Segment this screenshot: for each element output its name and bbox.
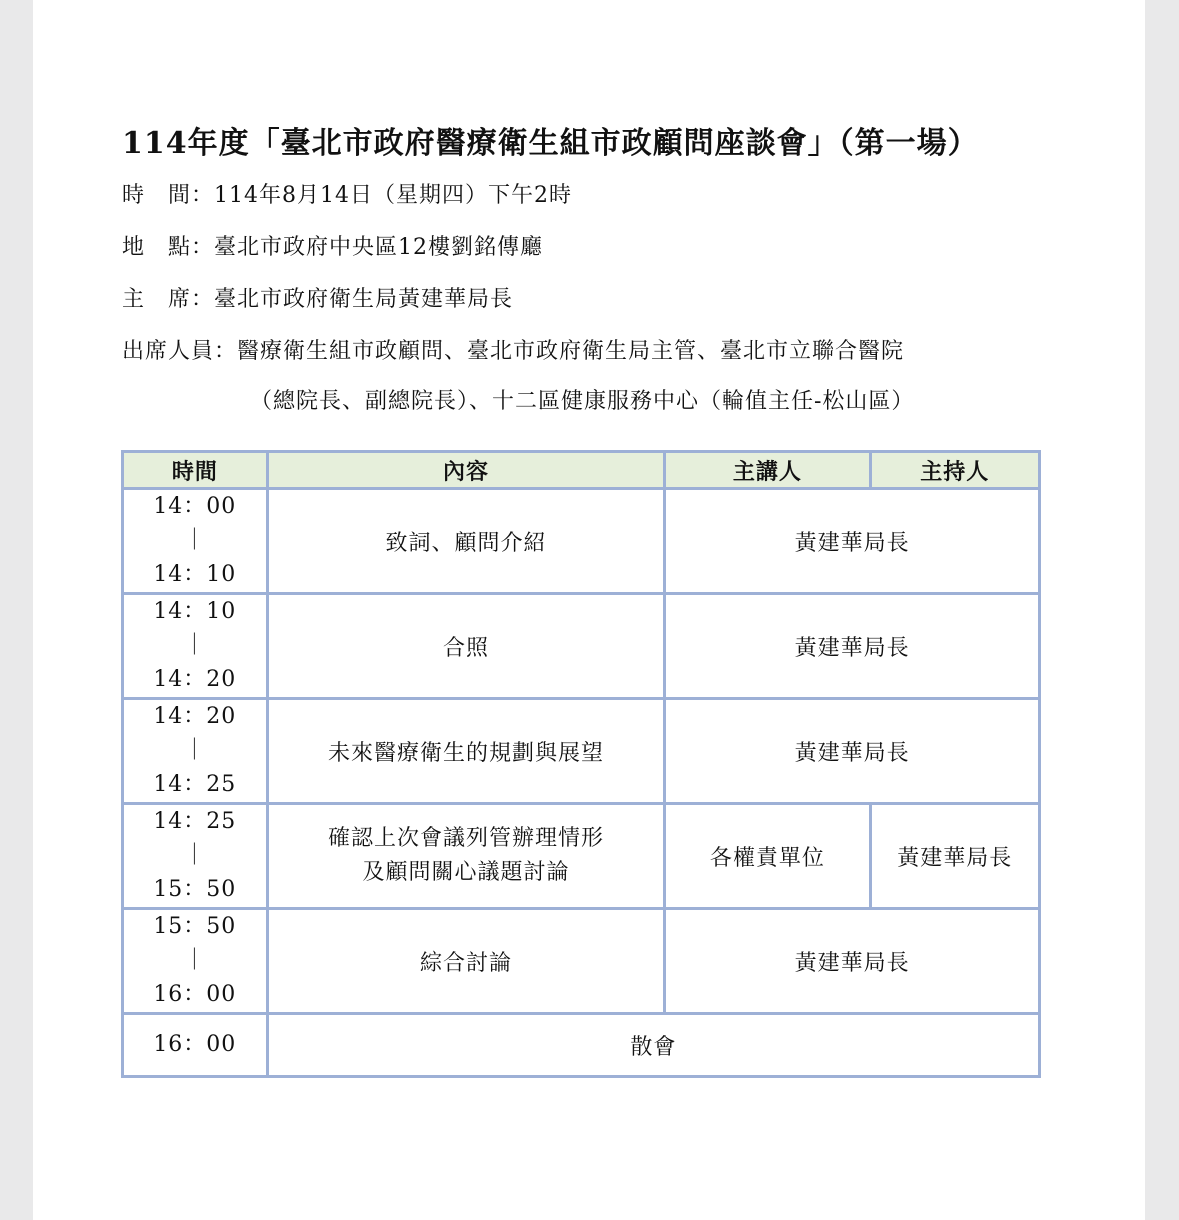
speaker-host-cell: 黃建華局長 xyxy=(665,489,1040,594)
start-time: 14：10 xyxy=(153,599,237,624)
time-cell: 16：00 xyxy=(123,1014,268,1077)
content-cell: 未來醫療衛生的規劃與展望 xyxy=(267,699,665,804)
start-time: 15：50 xyxy=(153,914,237,939)
table-row xyxy=(123,594,1040,699)
content-line-1: 確認上次會議列管辦理情形 xyxy=(327,826,604,851)
start-time: 14：00 xyxy=(153,494,237,519)
time-cell xyxy=(123,594,268,699)
table-row xyxy=(123,804,1040,909)
content-cell: 綜合討論 xyxy=(267,909,665,1014)
host-cell: 黃建華局長 xyxy=(870,804,1039,909)
content-cell xyxy=(267,804,665,909)
time-separator: ｜ xyxy=(183,633,207,658)
table-row xyxy=(123,489,1040,594)
time-separator: ｜ xyxy=(183,948,207,973)
end-time: 14：25 xyxy=(153,772,237,797)
table-row xyxy=(123,909,1040,1014)
place-label: 地 點： xyxy=(122,235,215,260)
schedule-table xyxy=(121,450,1041,1078)
attendees-label: 出席人員： xyxy=(122,339,238,364)
table-header-row xyxy=(123,452,1040,489)
table-row-adjourn xyxy=(123,1014,1040,1077)
chair-label: 主 席： xyxy=(122,287,215,312)
header-host: 主持人 xyxy=(870,452,1039,489)
time-label: 時 間： xyxy=(122,183,215,208)
end-time: 15：50 xyxy=(153,877,237,902)
time-separator: ｜ xyxy=(183,528,207,553)
content-line-2: 及顧問關心議題討論 xyxy=(362,860,570,885)
start-time: 14：25 xyxy=(153,809,237,834)
end-time: 16：00 xyxy=(153,982,237,1007)
place-value: 臺北市政府中央區12樓劉銘傳廳 xyxy=(214,235,544,260)
end-time: 14：10 xyxy=(153,562,237,587)
content-cell: 合照 xyxy=(267,594,665,699)
speaker-host-cell: 黃建華局長 xyxy=(665,594,1040,699)
attendees-line-2: （總院長、副總院長）、十二區健康服務中心（輪值主任-松山區） xyxy=(250,389,915,414)
speaker-host-cell: 黃建華局長 xyxy=(665,699,1040,804)
time-cell xyxy=(123,699,268,804)
time-separator: ｜ xyxy=(183,738,207,763)
header-speaker: 主講人 xyxy=(665,452,870,489)
time-cell xyxy=(123,804,268,909)
speaker-cell: 各權責單位 xyxy=(665,804,870,909)
chair-value: 臺北市政府衛生局黃建華局長 xyxy=(214,287,514,312)
table-row xyxy=(123,699,1040,804)
time-value: 114年8月14日（星期四）下午2時 xyxy=(214,183,572,208)
header-time: 時間 xyxy=(123,452,268,489)
meeting-place xyxy=(122,230,543,261)
speaker-host-cell: 黃建華局長 xyxy=(665,909,1040,1014)
start-time: 14：20 xyxy=(153,704,237,729)
content-cell: 致詞、顧問介紹 xyxy=(267,489,665,594)
meeting-chair xyxy=(122,282,513,313)
time-cell xyxy=(123,489,268,594)
document-title: 114年度「臺北市政府醫療衛生組市政顧問座談會」（第一場） xyxy=(122,126,979,161)
time-cell xyxy=(123,909,268,1014)
time-separator: ｜ xyxy=(183,843,207,868)
attendees-line-1: 醫療衛生組市政顧問、臺北市政府衛生局主管、臺北市立聯合醫院 xyxy=(237,339,905,364)
end-time: 14：20 xyxy=(153,667,237,692)
meeting-attendees xyxy=(122,334,904,365)
meeting-time xyxy=(122,178,572,209)
adjourn-cell: 散會 xyxy=(267,1014,1039,1077)
header-content: 內容 xyxy=(267,452,665,489)
